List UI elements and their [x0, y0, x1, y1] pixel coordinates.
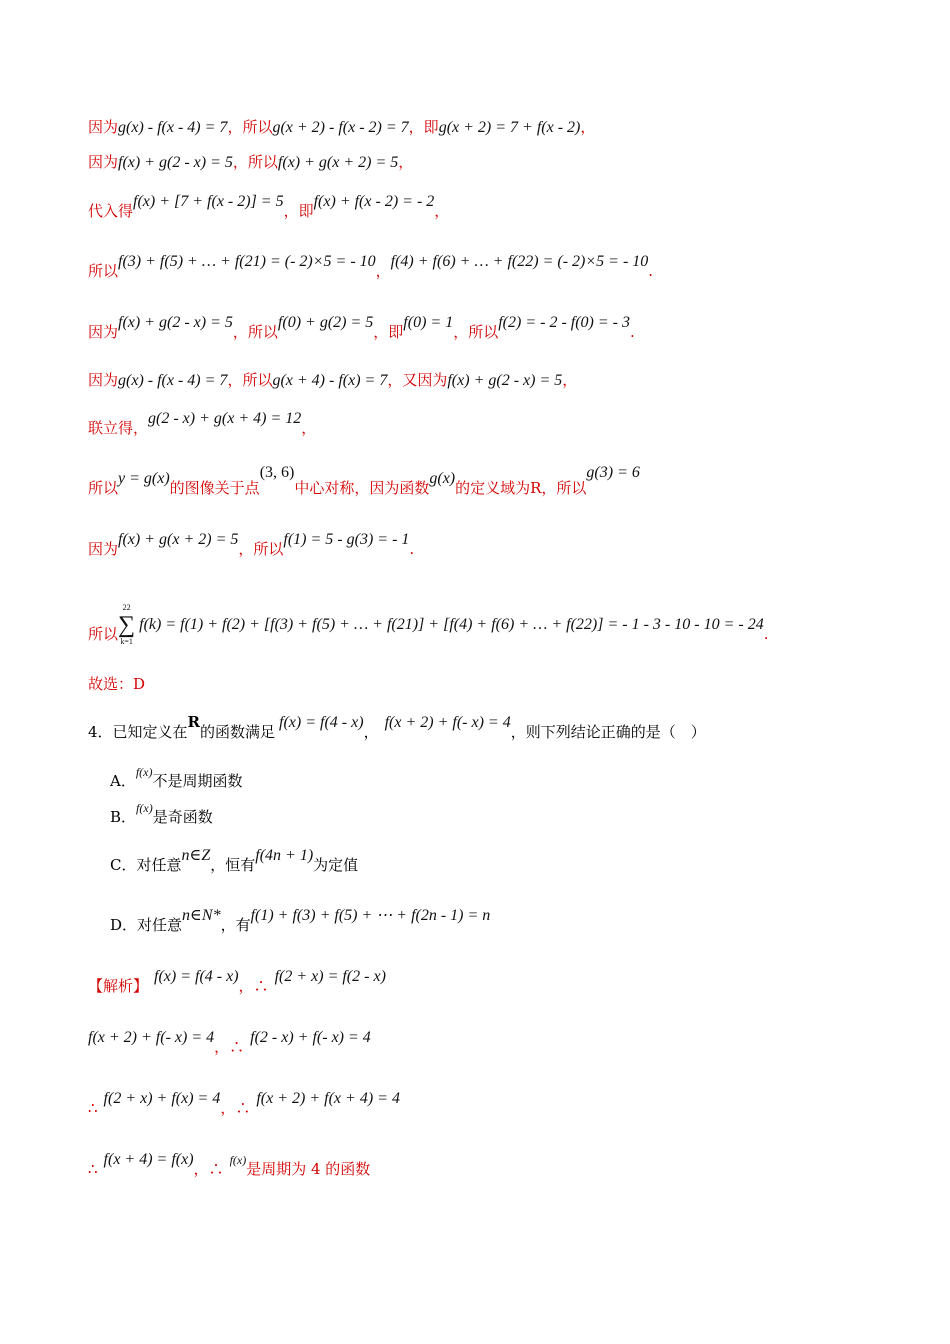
math: g(x) — [429, 470, 456, 487]
text: ， — [363, 723, 379, 741]
text: ，即 — [283, 202, 314, 220]
math: g(x) - f(x - 4) = 7 — [118, 372, 228, 389]
text: ，即 — [408, 118, 439, 136]
math: f(x) = f(4 - x) — [154, 968, 239, 985]
question-number: 4．已知定义在 — [88, 723, 188, 741]
math: f(x) — [229, 1153, 247, 1167]
math: n∈N* — [182, 907, 221, 924]
math: f(k) = f(1) + f(2) + [f(3) + f(5) + … + f(21)] + [f(4) + f(6) + … + f(22)] = - 1 - 3 - 10 - 10 = - 24 — [139, 616, 764, 633]
math: f(x) + g(2 - x) = 5 — [118, 154, 233, 171]
text: 因为 — [88, 323, 119, 341]
text: ，∴ — [214, 1038, 245, 1056]
option-label: C． — [110, 856, 137, 874]
math: f(1) + f(3) + f(5) + ⋯ + f(2n - 1) = n — [250, 907, 491, 924]
analysis-line-3 — [88, 1090, 890, 1120]
text: ，∴ — [220, 1099, 251, 1117]
option-text: 不是周期函数 — [152, 772, 243, 790]
text: 因为 — [88, 153, 119, 171]
math: f(x) + g(2 - x) = 5 — [118, 314, 233, 331]
solution-line-3 — [88, 193, 890, 223]
option-c[interactable] — [110, 847, 890, 877]
text: 是周期为 4 的函数 — [246, 1160, 371, 1178]
therefore: ∴ — [88, 1160, 98, 1178]
math: g(x + 2) = 7 + f(x - 2) — [438, 119, 581, 136]
option-label: A． — [110, 772, 136, 790]
text: 的定义域为R，所以 — [455, 479, 587, 497]
text: 所以 — [88, 625, 119, 643]
text: ，∴ — [193, 1160, 224, 1178]
therefore: ∴ — [88, 1099, 98, 1117]
text: ，所以 — [453, 323, 499, 341]
math: f(0) = 1 — [403, 314, 454, 331]
option-text: ，有 — [220, 916, 251, 934]
text: ，所以 — [238, 540, 284, 558]
text: ，即 — [373, 323, 404, 341]
summation — [118, 602, 135, 648]
text: . — [630, 323, 635, 341]
text: 的图像关于点 — [169, 479, 260, 497]
text: ， — [434, 202, 450, 220]
text: 所以 — [88, 262, 119, 280]
text: ，又因为 — [387, 371, 448, 389]
text: 所以 — [88, 479, 119, 497]
text: ，所以 — [227, 118, 273, 136]
question-4 — [88, 713, 890, 744]
sum-upper: 22 — [122, 603, 131, 612]
math: f(2 - x) + f(- x) = 4 — [250, 1029, 371, 1046]
sum-sigma: ∑ — [118, 612, 136, 638]
math: g(2 - x) + g(x + 4) = 12 — [148, 410, 302, 427]
math: (3, 6) — [259, 464, 295, 481]
solution-line-7 — [88, 410, 890, 440]
solution-line-4 — [88, 253, 890, 283]
math: f(x + 4) = f(x) — [103, 1151, 194, 1168]
math: f(x) — [135, 765, 153, 779]
math: y = g(x) — [118, 470, 170, 487]
math: n∈Z — [181, 847, 211, 864]
math: f(x) + g(x + 2) = 5 — [277, 154, 399, 171]
text: ，所以 — [227, 371, 273, 389]
math: f(x + 2) + f(x + 4) = 4 — [256, 1090, 400, 1107]
text: ，所以 — [232, 323, 278, 341]
math: f(x) + [7 + f(x - 2)] = 5 — [133, 193, 284, 210]
math: f(3) + f(5) + … + f(21) = (- 2)×5 = - 10 — [118, 253, 376, 270]
solution-line-9 — [88, 531, 890, 561]
math: f(x) + g(x + 2) = 5 — [118, 531, 239, 548]
real-set: R — [187, 713, 201, 731]
option-text: 对任意 — [137, 916, 183, 934]
math: g(x + 2) - f(x - 2) = 7 — [272, 119, 409, 136]
text: ， — [398, 153, 414, 171]
text: ， — [375, 262, 391, 280]
option-b[interactable] — [110, 801, 890, 829]
text: ， — [562, 371, 578, 389]
text: . — [409, 540, 415, 558]
option-label: D． — [110, 916, 138, 934]
text: 因为 — [88, 540, 119, 558]
solution-line-10 — [88, 603, 890, 658]
solution-line-5 — [88, 314, 890, 344]
math: g(x + 4) - f(x) = 7 — [272, 372, 388, 389]
solution-line-2 — [88, 151, 890, 174]
option-d[interactable] — [110, 907, 890, 937]
text: 中心对称，因为函数 — [294, 479, 430, 497]
math: f(x) + g(2 - x) = 5 — [447, 372, 563, 389]
solution-line-8 — [88, 464, 890, 500]
text: ，∴ — [238, 977, 269, 995]
math: f(2) = - 2 - f(0) = - 3 — [498, 314, 630, 331]
math: f(x + 2) + f(- x) = 4 — [88, 1029, 215, 1046]
option-text: ，恒有 — [210, 856, 256, 874]
analysis-line-2 — [88, 1029, 890, 1059]
text: ，所以 — [232, 153, 278, 171]
analysis-tag: 【解析】 — [88, 977, 149, 995]
option-text: 是奇函数 — [152, 808, 213, 826]
text: ，则下列结论正确的是（ ） — [510, 723, 706, 741]
analysis-line-4 — [88, 1151, 890, 1181]
text: 的函数满足 — [200, 723, 276, 741]
math: f(4n + 1) — [255, 847, 314, 864]
analysis-line-1 — [88, 968, 890, 998]
math: f(x) + f(x - 2) = - 2 — [313, 193, 435, 210]
math: f(2 + x) = f(2 - x) — [274, 968, 386, 985]
text: 联立得， — [88, 419, 149, 437]
text: 因为 — [88, 371, 119, 389]
option-a[interactable] — [110, 765, 890, 793]
math: g(3) = 6 — [586, 464, 640, 481]
text: 代入得 — [88, 202, 134, 220]
text: . — [763, 625, 769, 643]
solution-line-6 — [88, 369, 890, 392]
math: f(1) = 5 - g(3) = - 1 — [283, 531, 410, 548]
option-text: 对任意 — [136, 856, 182, 874]
option-label: B． — [110, 808, 137, 826]
text: ， — [301, 419, 317, 437]
math: f(x) = f(4 - x) — [279, 714, 364, 731]
math: f(4) + f(6) + … + f(22) = (- 2)×5 = - 10 — [390, 253, 649, 270]
text: ， — [580, 118, 596, 136]
math: f(x) — [136, 801, 153, 815]
math: f(0) + g(2) = 5 — [277, 314, 374, 331]
math: g(x) - f(x - 4) = 7 — [118, 119, 228, 136]
answer: 故选：D — [88, 675, 146, 693]
sum-lower: k=1 — [120, 637, 133, 646]
solution-line-1 — [88, 116, 890, 139]
text: 因为 — [88, 118, 119, 136]
math: f(x + 2) + f(- x) = 4 — [384, 714, 511, 731]
math: f(2 + x) + f(x) = 4 — [103, 1090, 221, 1107]
option-text: 为定值 — [313, 856, 359, 874]
text: . — [648, 262, 654, 280]
